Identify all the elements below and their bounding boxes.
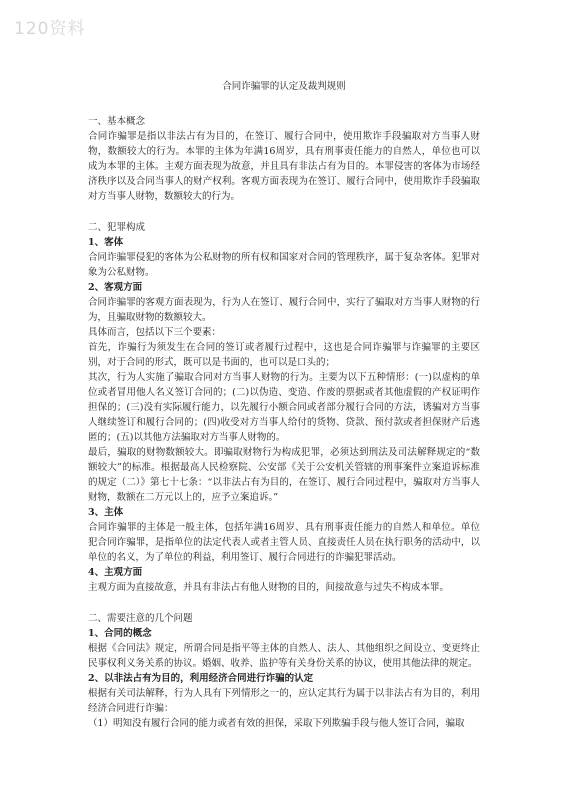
paragraph: 合同诈骗罪是指以非法占有为目的，在签订、履行合同中，使用欺诈手段骗取对方当事人财物，数额较大的行为。本罪的主体为年满16周岁，具有刑事责任能力的自然人，单位也可以成为本罪的主体。主观方面表现为故意，并且具有非法占有为目的。本罪侵害的客体为市场经济秩序以及合同当事人的财产权利。客观方面表现为在签订、履行合同中，使用欺诈手段骗取对方当事人财物，数额较大的行为。	[88, 131, 480, 202]
section-heading: 一、基本概念	[88, 116, 146, 127]
watermark-text: 120资料	[14, 19, 86, 39]
document-title: 合同诈骗罪的认定及裁判规则	[222, 81, 346, 92]
subsection-heading: 1、客体	[88, 237, 124, 248]
paragraph: 首先，诈骗行为须发生在合同的签订或者履行过程中，这也是合同诈骗罪与诈骗罪的主要区别，对于合同的形式，既可以是书面的，也可以是口头的；	[88, 342, 480, 368]
subsection-heading: 4、主观方面	[88, 567, 143, 578]
section-heading: 二、需要注意的几个问题	[88, 613, 193, 624]
paragraph: 最后，骗取的财物数额较大。即骗取财物行为构成犯罪，必须达到刑法及司法解释规定的“数额较大”的标准。根据最高人民检察院、公安部《关于公安机关管辖的刑事案件立案追诉标准的规定（二）》第七十七条：“以非法占有为目的，在签订、履行合同过程中，骗取对方当事人财物，数额在二万元以上的，应予立案追诉。”	[88, 447, 480, 503]
paragraph: 根据有关司法解释，行为人具有下列情形之一的，应认定其行为属于以非法占有为目的，利用经济合同进行诈骗：	[88, 688, 480, 714]
paragraph: 合同诈骗罪的客观方面表现为，行为人在签订、履行合同中，实行了骗取对方当事人财物的行为，且骗取财物的数额较大。	[88, 297, 480, 323]
paragraph: 合同诈骗罪的主体是一般主体，包括年满16周岁、具有刑事责任能力的自然人和单位。单位犯合同诈骗罪，是指单位的法定代表人或者主管人员、直接责任人员在执行职务的活动中，以单位的名义，为了单位的利益，利用签订、履行合同进行的诈骗犯罪活动。	[88, 522, 480, 563]
paragraph: 其次，行为人实施了骗取合同对方当事人财物的行为。主要为以下五种情形：(一)以虚构的单位或者冒用他人名义签订合同的；(二)以伪造、变造、作废的票据或者其他虚假的产权证明作担保的；(三)没有实际履行能力，以先履行小额合同或者部分履行合同的方法，诱骗对方当事人继续签订和履行合同的；(四)收受对方当事人给付的货物、贷款、预付款或者担保财产后逃匿的；(五)以其他方法骗取对方当事人财物的。	[88, 372, 480, 443]
subsection-heading: 3、主体	[88, 507, 124, 518]
paragraph: 具体而言，包括以下三个要素：	[88, 327, 222, 338]
subsection-heading: 2、以非法占有为目的，利用经济合同进行诈骗的认定	[88, 673, 314, 684]
subsection-heading: 2、客观方面	[88, 282, 143, 293]
document-page	[88, 78, 480, 731]
paragraph: 合同诈骗罪侵犯的客体为公私财物的所有权和国家对合同的管理秩序，属于复杂客体。犯罪对象为公私财物。	[88, 252, 480, 278]
document-body	[88, 114, 480, 731]
paragraph: （1）明知没有履行合同的能力或者有效的担保，采取下列欺骗手段与他人签订合同，骗取	[88, 718, 465, 729]
subsection-heading: 1、合同的概念	[88, 628, 152, 639]
section-heading: 二、犯罪构成	[88, 222, 146, 233]
paragraph: 根据《合同法》规定，所谓合同是指平等主体的自然人、法人、其他组织之间设立、变更终止民事权利义务关系的协议。婚姻、收养、监护等有关身份关系的协议，使用其他法律的规定。	[88, 643, 480, 669]
paragraph: 主观方面为直接故意，并具有非法占有他人财物的目的，间接故意与过失不构成本罪。	[88, 582, 450, 593]
